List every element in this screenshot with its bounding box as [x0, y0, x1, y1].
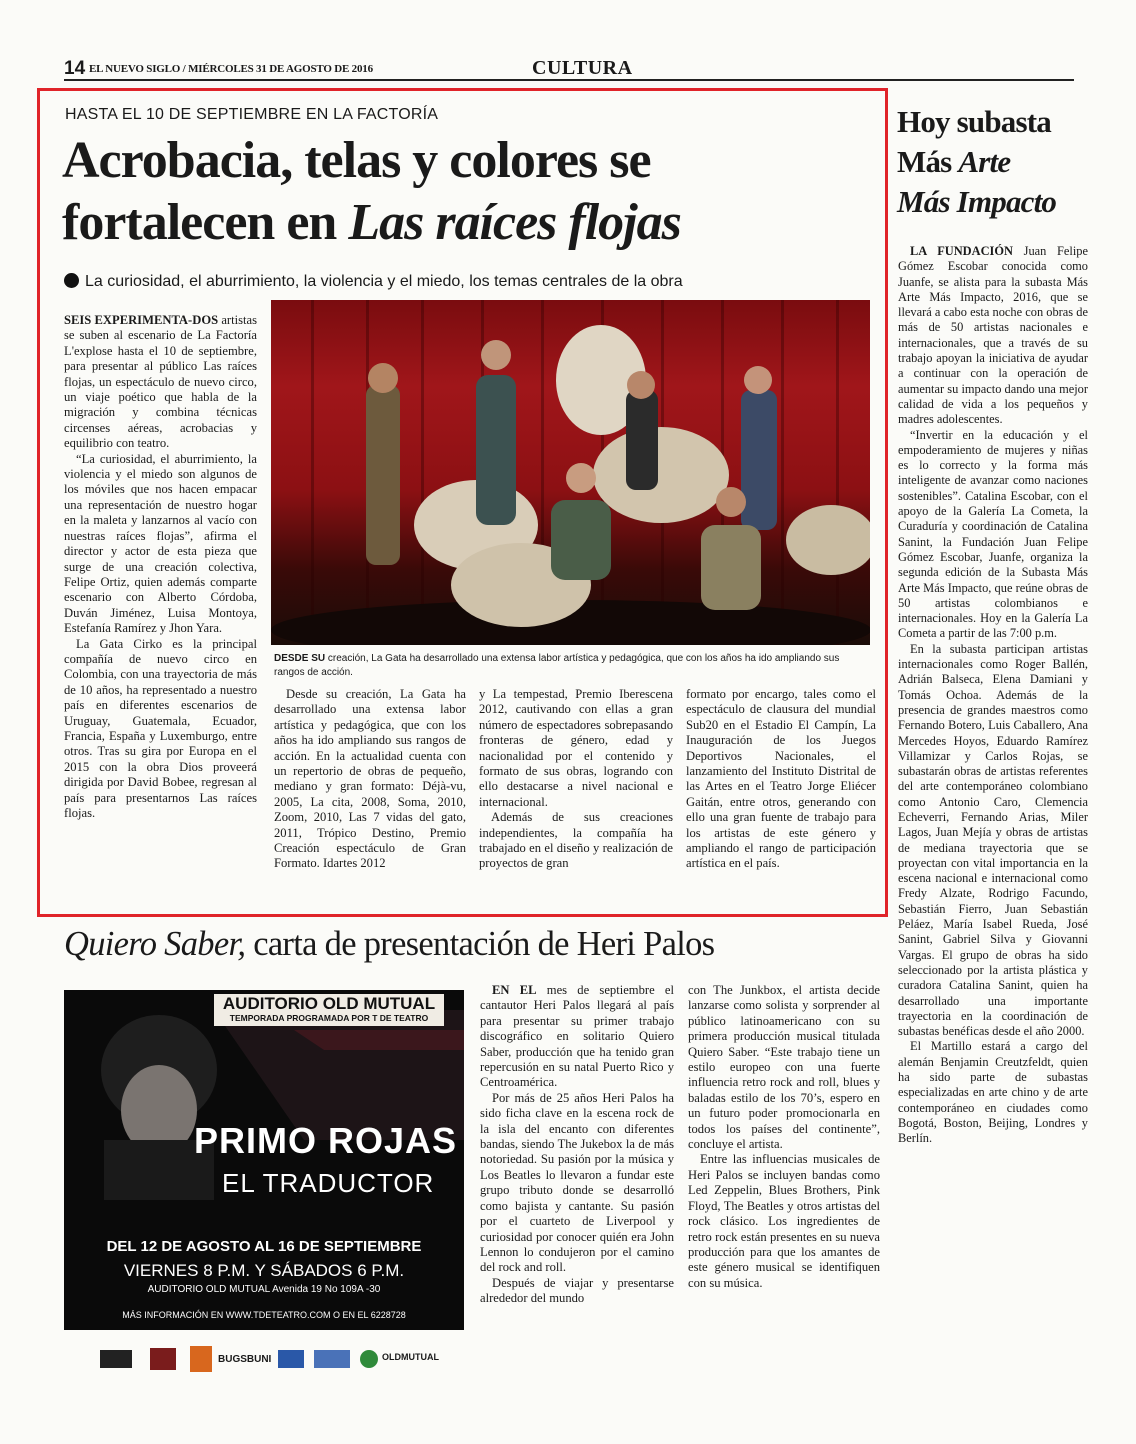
main-col-2 — [274, 687, 466, 872]
caption-lead: DESDE SU — [274, 653, 326, 664]
main-col-3 — [479, 687, 673, 872]
sponsor-bugsbuni: BUGSBUNI — [218, 1354, 272, 1365]
second-headline — [64, 922, 879, 966]
paragraph: Por más de 25 años Heri Palos ha sido ficha clave en la escena rock de la isla del encanto con diferentes bandas, siendo The Jukebox la de más notoriedad. Su pasión por la música y Los Beatles lo llevaron a fundar este grupo tributo donde se desarrolló como bajista y cantante. Su pasión por el cuarteto de Liverpool y curiosidad por conocer quién era John Lennon lo condujeron por el camino del rock and roll. — [480, 1090, 674, 1275]
side-headline-line3: Más Impacto — [897, 184, 1057, 219]
paragraph: formato por encargo, tales como el espectáculo de clausura del mundial Sub20 en el Estadio El Campín, La Inauguración de los Juegos Deportivos Nacionales, el lanzamiento del Instituto Distrital de las Artes en el Teatro Jorge Eliécer Gaitán, entre otros, generando con ello una gran fuente de trabajo para los artistas de este género y ampliando el rango de participación artística en el país. — [686, 687, 876, 871]
side-headline-italic: Arte — [958, 144, 1011, 179]
paragraph: Entre las influencias musicales de Heri Palos se incluyen bandas como Led Zeppelin, Blues Brothers, Pink Floyd, The Beatles y otros artistas del rock clásico. Los ingredientes de retro rock están presentes en su nueva producción para que los amantes de este género musical se identifiquen con su música. — [688, 1152, 880, 1290]
sponsor-oldmutual: OLDMUTUAL — [382, 1352, 439, 1362]
theater-ad — [64, 990, 464, 1330]
section-name: CULTURA — [532, 57, 633, 79]
side-headline — [897, 102, 1097, 222]
paragraph: El Martillo estará a cargo del alemán Benjamin Creutzfeldt, quien ha sido parte de subastas especializadas en arte chino y de arte contemporáneo en ciudades como Bogotá, Boston, Beijing, Londres y Berlín. — [898, 1039, 1088, 1146]
page-header — [64, 58, 1084, 80]
ad-dates: DEL 12 DE AGOSTO AL 16 DE SEPTIEMBRE — [106, 1238, 422, 1255]
ad-schedule: VIERNES 8 P.M. Y SÁBADOS 6 P.M. — [123, 1261, 405, 1280]
ad-season: TEMPORADA PROGRAMADA POR T DE TEATRO — [229, 1013, 429, 1023]
ad-venue: AUDITORIO OLD MUTUAL — [222, 994, 436, 1013]
side-lead: LA FUNDACIÓN — [910, 244, 1013, 258]
paragraph: Después de viajar y presentarse alrededor del mundo — [480, 1275, 674, 1306]
paragraph: y La tempestad, Premio Iberescena 2012, cautivando con ellas a gran número de espectadores sobrepasando fronteras de género, edad y nacionalidad por el contenido y formato de sus obras, logrando con ello destacarse a nivel nacional e internacional. — [479, 687, 673, 809]
sponsor-logo — [190, 1346, 212, 1372]
second-lead: EN EL — [492, 983, 537, 997]
main-col-1 — [64, 313, 257, 821]
ad-venue-box — [214, 994, 444, 1026]
main-headline — [62, 130, 872, 254]
paragraph: Juan Felipe Gómez Escobar conocida como Juanfe, se alista para la subasta Más Arte Más Impacto, 2016, que se llevará a cabo esta noche con obras de más de 50 artistas nacionales e internacionales, que a través de su trabajo apoyan la iniciativa de ayudar a continuar con la operación de aumentar su impacto dando una mejor calidad de vida a los pequeños y madres adolescentes. — [898, 244, 1088, 427]
deck — [64, 273, 683, 291]
paragraph: Desde su creación, La Gata ha desarrollado una extensa labor artística y pedagógica, que con los años ha ido ampliando sus rangos de acción. En la actualidad cuenta con un repertorio de obras de pequeño, mediano y gran formato: Déjà-vu, 2005, La cita, 2008, Soma, 2010, Zoom, 2010, Las 7 vidas del gato, 2011, Trópico Destino, Premio Creación espectáculo de Gran Formato. Idartes 2012 — [274, 687, 466, 871]
masthead-date: EL NUEVO SIGLO / MIÉRCOLES 31 DE AGOSTO DE 2016 — [89, 63, 373, 75]
second-headline-text: carta de presentación de Heri Palos — [245, 925, 715, 963]
paragraph: “Invertir en la educación y el empoderamiento de mujeres y niñas es lo correcto y la forma más inteligente de avanzar como naciones sostenibles”. Catalina Escobar, con el apoyo de la Galería La Cometa, la Curaduría y coordinación de Catalina Sanint, la Fundación Juan Felipe Gómez Escobar, Juanfe, organiza la segunda edición de la Subasta Más Arte Más Impacto, que reúne obras de 50 artistas colombianos e internacionales. Hoy en la Galería La Cometa a partir de las 7:00 p.m. — [898, 427, 1088, 641]
paragraph: La Gata Cirko es la principal compañía de nuevo circo en Colombia, con una trayectoria de más de 10 años, ha representado a nuestro país en diferentes escenarios de Uruguay, Guatemala, Ecuador, Francia, España y Luxemburgo, entre otros. Tras su gira por Europa en el 2015 con la obra Dios proveerá dirigida por David Bobee, regresan al país para presentarnos Las raíces flojas. — [64, 636, 257, 820]
photo-caption — [274, 652, 866, 679]
sponsor-logo — [150, 1348, 176, 1370]
ad-info: MÁS INFORMACIÓN EN WWW.TDETEATRO.COM O EN EL 6228728 — [122, 1310, 406, 1320]
oldmutual-icon — [360, 1350, 378, 1368]
stage-photo — [271, 300, 870, 645]
side-headline-line2: Más — [897, 144, 959, 179]
page-number: 14 — [64, 58, 86, 79]
sponsor-logo — [314, 1350, 350, 1368]
main-col-4 — [686, 687, 876, 872]
paragraph: artistas se suben al escenario de La Factoría L'explose hasta el 10 de septiembre, para presentar al público Las raíces flojas, un espectáculo de nuevo circo, un viaje poético que habla de la migración y combina técnicas circenses aéreas, acrobacias y equilibrio con teatro. — [64, 313, 257, 451]
sponsor-logo — [100, 1350, 132, 1368]
header-rule — [64, 79, 1074, 81]
second-col-1 — [480, 983, 674, 1307]
performers-illustration — [271, 300, 870, 645]
caption-text: creación, La Gata ha desarrollado una extensa labor artística y pedagógica, que con los años ha ido ampliando sus rangos de acción. — [274, 653, 840, 678]
headline-play-title: Las raíces flojas — [348, 194, 681, 251]
deck-text: La curiosidad, el aburrimiento, la violencia y el miedo, los temas centrales de la obra — [85, 273, 683, 290]
kicker: HASTA EL 10 DE SEPTIEMBRE EN LA FACTORÍA — [65, 106, 439, 123]
paragraph: mes de septiembre el cantautor Heri Palos llegará al país para presentar su primer trabajo discográfico en solitario Quiero Saber, producción que ha tenido gran repercusión en su natal Puerto Rico y Centroamérica. — [480, 983, 674, 1090]
paragraph: “La curiosidad, el aburrimiento, la violencia y el miedo son algunos de los móviles que nos hacen empacar una representación de nuestro hogar en la maleta y lanzarnos al vacío con nuestras raíces flojas”, afirma el director y actor de esta pieza que surge de una creación colectiva, Felipe Ortiz, quien además comparte escenario con Alberto Córdoba, Duván Jiménez, Luisa Montoya, Estefanía Ramírez y Jhon Yara. — [64, 451, 257, 636]
sponsor-logo — [278, 1350, 304, 1368]
ad-title: PRIMO ROJAS — [194, 1120, 458, 1161]
sponsor-logos — [100, 1344, 450, 1374]
lead-in: SEIS EXPERIMENTA-DOS — [64, 313, 219, 327]
second-headline-italic: Quiero Saber, — [64, 925, 246, 963]
ad-subtitle: EL TRADUCTOR — [222, 1168, 435, 1198]
side-body — [898, 244, 1088, 1147]
paragraph: En la subasta participan artistas internacionales como Roger Ballén, Adrián Balseca, Elena Damiani y Tomás Ochoa. Además de la presencia de grandes maestros como Fernando Botero, Luis Caballero, Ana Mercedes Hoyos, Eduardo Ramírez Villamizar y Carlos Rojas, se subastarán obras de artistas referentes del arte contemporáneo colombiano como Antonio Caro, Clemencia Echeverri, Fernando Arias, Miler Lagos, Juan Mejía y obras de artistas de mediana trayectoria que se proyectan con vital importancia en la escena nacional e internacional como Fredy Alzate, Rodrigo Facundo, Sebastián Fierro, Juan Sebastián Peláez, María Isabel Rueda, José Sanint, Gabriel Silva y Giovanni Vargas. El grupo de obras ha sido seleccionado por la artista plástica y curadora Catalina Sanint, quien ha desarrollado una importante trayectoria en la coordinación de subastas benéficas desde el año 2000. — [898, 641, 1088, 1039]
headline-line2: fortalecen en — [62, 194, 349, 251]
paragraph: Además de sus creaciones independientes, la compañía ha trabajado en el diseño y realización de proyectos de gran — [479, 810, 673, 871]
paragraph: con The Junkbox, el artista decide lanzarse como solista y sorprender al público latinoamericano con su primera producción musical titulada Quiero Saber. “Este trabajo tiene un estilo europeo con una fuerte influencia retro rock and roll, blues y baladas estilo de los 70’s, espero en un futuro poder promocionarla en todos los países del continente”, concluye el artista. — [688, 983, 880, 1152]
second-col-2 — [688, 983, 880, 1291]
bullet-icon — [64, 273, 79, 288]
side-headline-line1: Hoy subasta — [897, 104, 1051, 139]
headline-line1: Acrobacia, telas y colores se — [62, 132, 651, 189]
ad-address: AUDITORIO OLD MUTUAL Avenida 19 No 109A -30 — [147, 1284, 381, 1295]
